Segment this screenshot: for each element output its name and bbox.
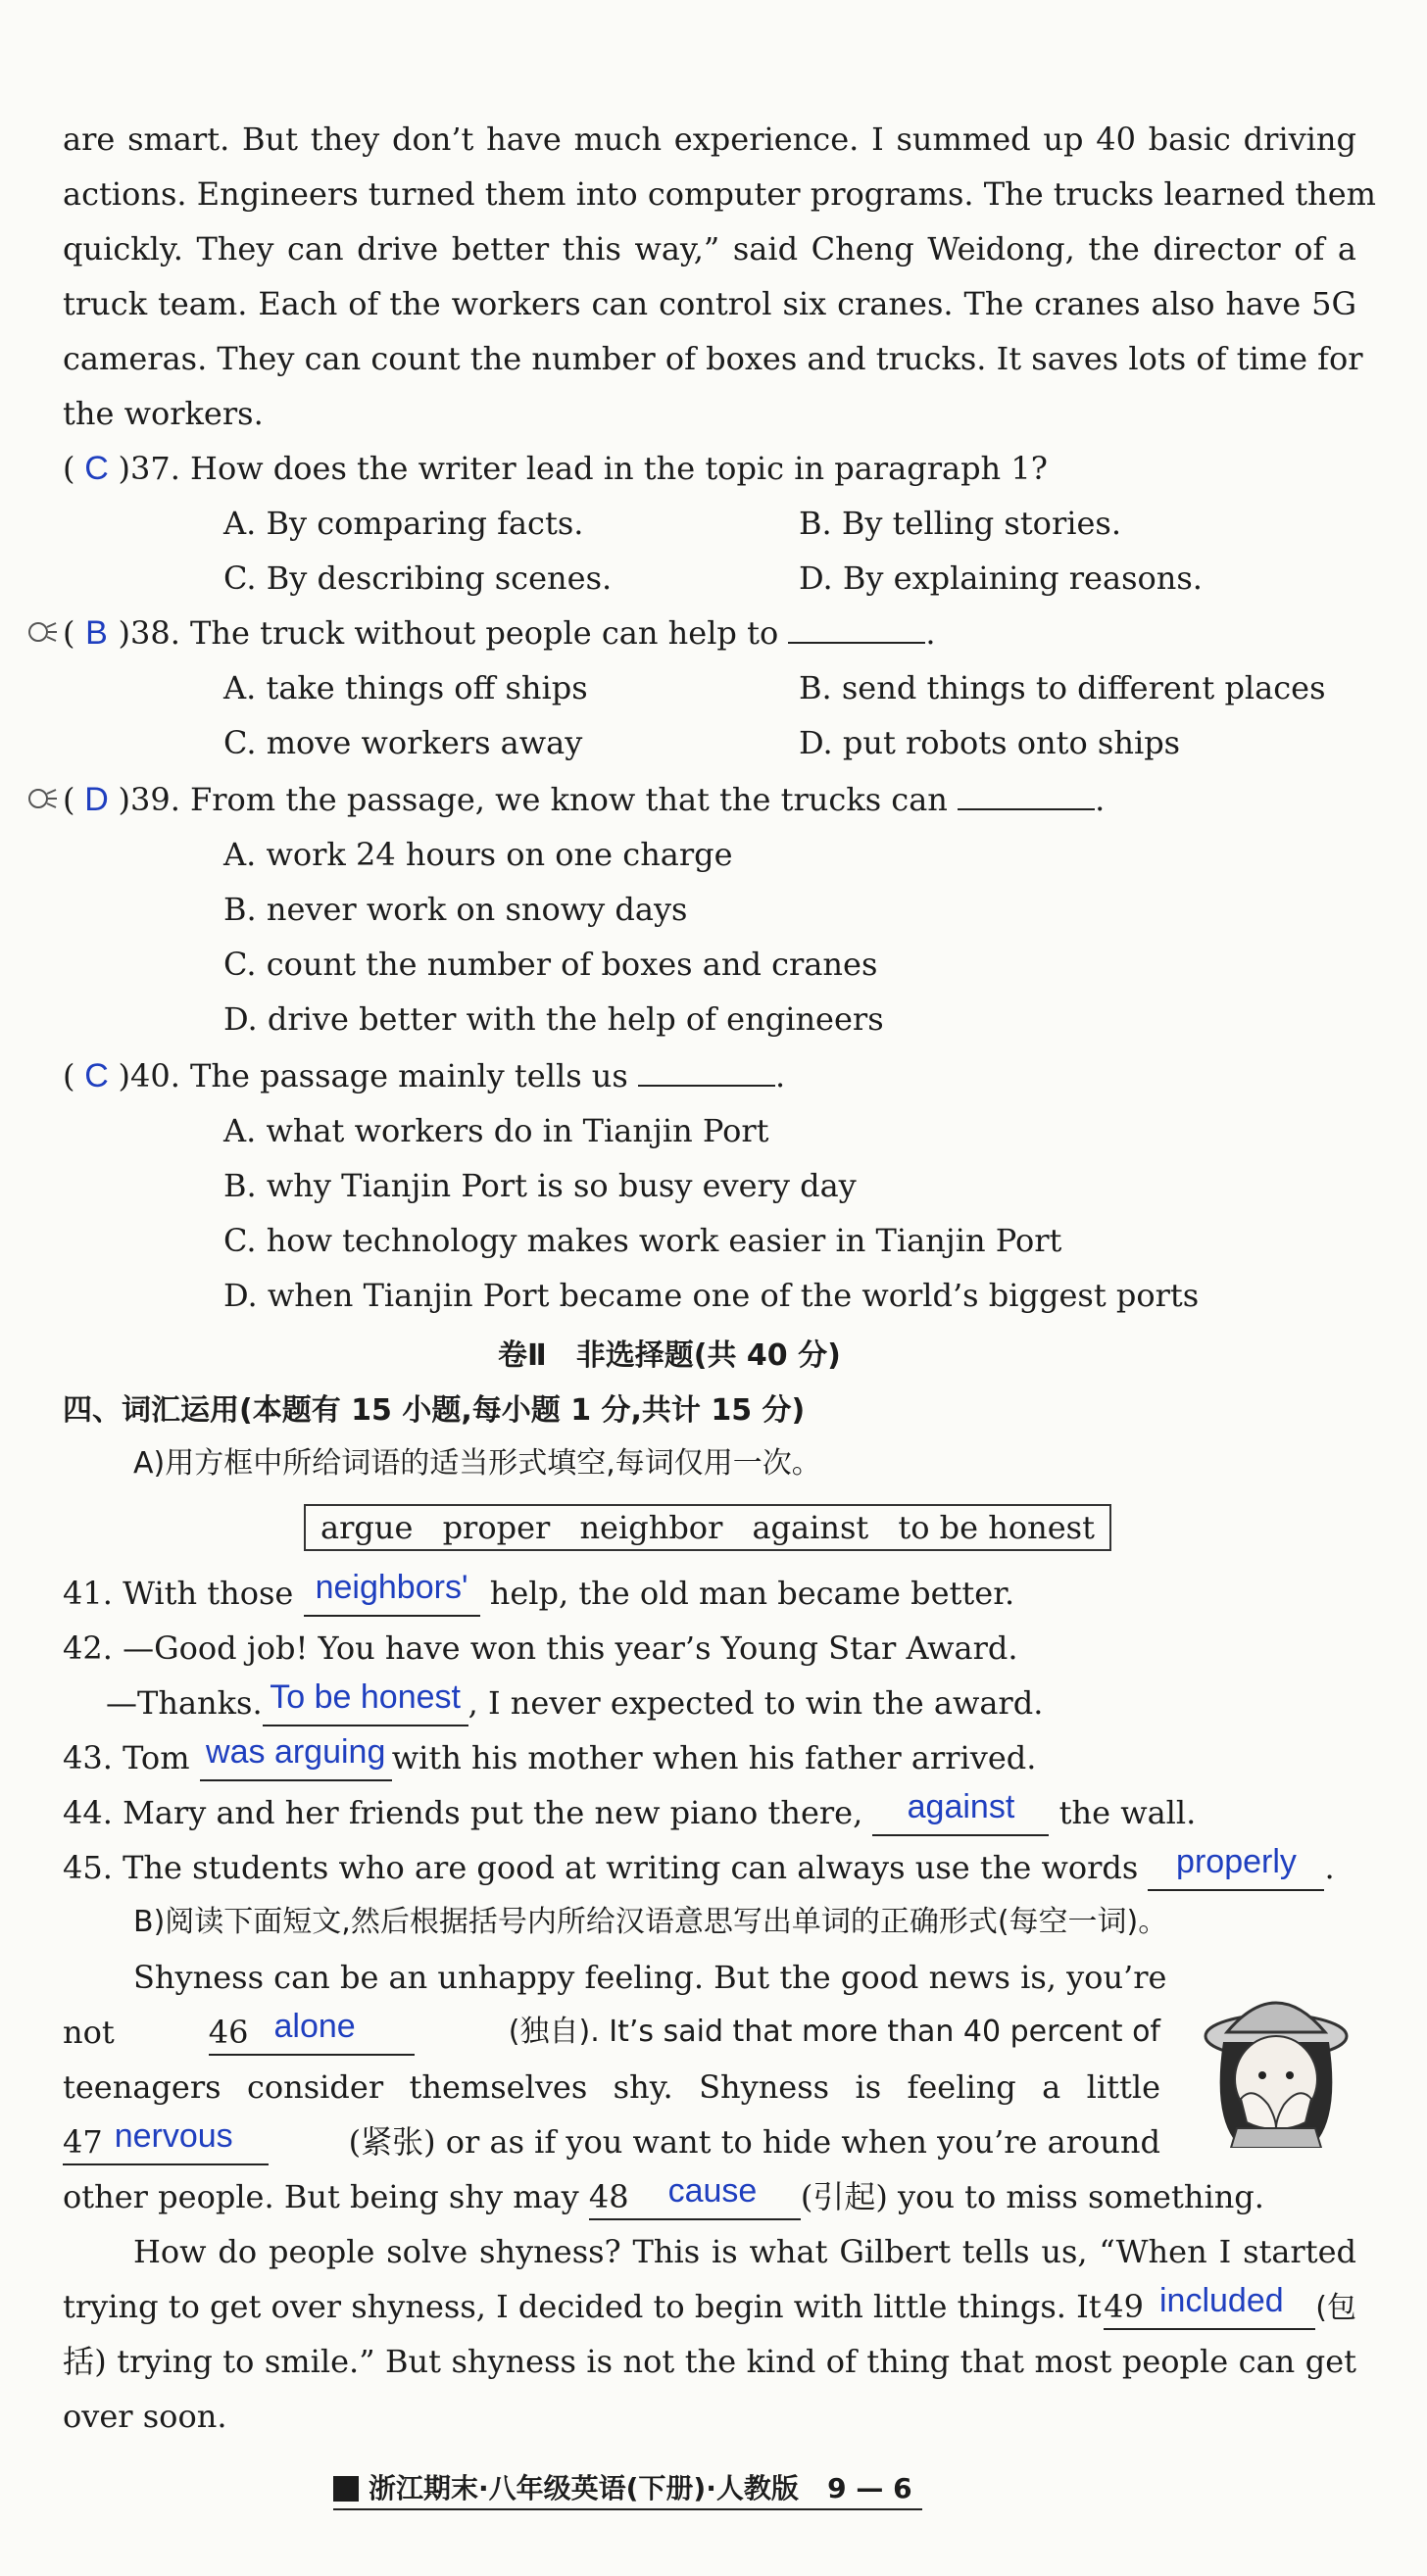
option-b: B. By telling stories. — [799, 505, 1121, 542]
fill-item-43 — [63, 1733, 1037, 1781]
answer-40: C — [84, 1057, 109, 1094]
paren-open: ( — [63, 781, 75, 818]
part-b-line — [63, 2172, 1264, 2220]
blank-number: 49 — [1104, 2288, 1144, 2325]
option-b: B. why Tianjin Port is so busy every day — [223, 1167, 857, 1204]
option-a: A. By comparing facts. — [223, 505, 584, 542]
item-text: (包 — [1315, 2291, 1356, 2325]
item-text: (独自). It’s said that more than 40 percent of — [508, 2015, 1160, 2049]
handwritten-answer: included — [1159, 2282, 1284, 2319]
passage-line: quickly. They can drive better this way,” said Cheng Weidong, the director of a — [63, 230, 1356, 267]
item-text: 41. With those — [63, 1575, 294, 1612]
word-box-item: neighbor — [579, 1509, 723, 1546]
answer-blank — [638, 1055, 775, 1087]
paren-open: ( — [63, 1057, 75, 1094]
handwritten-answer: cause — [667, 2172, 758, 2210]
answer-blank — [63, 2117, 269, 2165]
handwritten-answer: alone — [273, 2008, 356, 2045]
part-b-instruction: B)阅读下面短文,然后根据括号内所给汉语意思写出单词的正确形式(每空一词)。 — [133, 1905, 1168, 1939]
question-stem: How does the writer lead in the topic in paragraph 1? — [190, 450, 1048, 487]
answer-blank — [263, 1678, 468, 1726]
item-text: 43. Tom — [63, 1739, 190, 1776]
passage-line: actions. Engineers turned them into computer programs. The trucks learned them — [63, 175, 1376, 213]
footer-text: 浙江期末·八年级英语(下册)·人教版 — [369, 2472, 799, 2504]
item-text: —Thanks. — [106, 1684, 263, 1722]
option-d: D. drive better with the help of engineers — [223, 1000, 884, 1038]
word-box-item: argue — [320, 1509, 414, 1546]
item-text: other people. But being shy may — [63, 2178, 579, 2215]
page-footer — [333, 2469, 922, 2510]
passage-line: are smart. But they don’t have much experience. I summed up 40 basic driving — [63, 121, 1356, 158]
part2-title: 卷Ⅱ 非选择题(共 40 分) — [498, 1338, 841, 1373]
answer-38: B — [85, 614, 108, 652]
part-b-line: How do people solve shyness? This is what Gilbert tells us, “When I started — [133, 2233, 1356, 2270]
answer-blank — [208, 2008, 415, 2056]
item-text: trying to get over shyness, I decided to begin with little things. It — [63, 2288, 1102, 2325]
question-number: )39. — [118, 781, 180, 818]
part-b-line: 括) trying to smile.” But shyness is not the kind of thing that most people can get — [63, 2343, 1357, 2380]
item-text: not — [63, 2014, 115, 2051]
part-b-line: teenagers consider themselves shy. Shyness is feeling a little — [63, 2068, 1160, 2106]
option-c: C. count the number of boxes and cranes — [223, 946, 878, 983]
handwritten-answer: To be honest — [270, 1678, 461, 1716]
item-text: help, the old man became better. — [489, 1575, 1015, 1612]
answer-blank — [304, 1569, 480, 1617]
answer-blank — [1104, 2282, 1315, 2330]
answer-blank — [788, 612, 925, 644]
question-stem: From the passage, we know that the trucks can — [190, 781, 948, 818]
question-stem: The passage mainly tells us — [190, 1057, 628, 1094]
answer-37: C — [84, 450, 109, 487]
question-39 — [63, 778, 1105, 821]
fill-item-42-reply — [106, 1678, 1044, 1726]
handwritten-answer: neighbors' — [315, 1569, 468, 1606]
blank-number: 47 — [63, 2123, 103, 2161]
option-a: A. work 24 hours on one charge — [223, 836, 733, 873]
word-box-item: to be honest — [898, 1509, 1095, 1546]
option-d: D. put robots onto ships — [799, 724, 1181, 761]
stem-end: . — [774, 1057, 786, 1094]
passage-line: the workers. — [63, 395, 264, 432]
part-b-line — [63, 2008, 1160, 2056]
option-d: D. By explaining reasons. — [799, 559, 1203, 597]
answer-blank — [1148, 1843, 1324, 1891]
word-box-item: against — [752, 1509, 869, 1546]
part-b-line — [63, 2117, 1160, 2165]
item-text: with his mother when his father arrived. — [391, 1739, 1037, 1776]
stem-end: . — [1095, 781, 1106, 818]
fill-item-42: 42. —Good job! You have won this year’s Young Star Award. — [63, 1629, 1018, 1667]
page-number: 9 — 6 — [827, 2472, 912, 2504]
question-38 — [63, 611, 936, 655]
part-b-line: Shyness can be an unhappy feeling. But the good news is, you’re — [133, 1959, 1167, 1996]
question-40 — [63, 1054, 785, 1097]
stem-end: . — [925, 614, 936, 652]
part-b-line — [63, 2282, 1356, 2330]
option-a: A. take things off ships — [223, 669, 588, 706]
blank-number: 48 — [588, 2178, 629, 2215]
question-37 — [63, 447, 1048, 490]
option-b: B. send things to different places — [799, 669, 1326, 706]
paren-open: ( — [63, 450, 75, 487]
item-text: , I never expected to win the award. — [467, 1684, 1044, 1722]
review-mark-icon — [25, 615, 59, 649]
review-mark-icon — [25, 782, 59, 815]
word-box — [304, 1504, 1111, 1551]
blank-number: 46 — [208, 2014, 249, 2051]
question-stem: The truck without people can help to — [190, 614, 779, 652]
handwritten-answer: was arguing — [206, 1733, 386, 1771]
item-text: (引起) you to miss something. — [800, 2178, 1264, 2215]
option-d: D. when Tianjin Port became one of the world’s biggest ports — [223, 1277, 1200, 1314]
answer-blank — [958, 779, 1095, 810]
passage-line: truck team. Each of the workers can control six cranes. The cranes also have 5G — [63, 285, 1356, 322]
footer-square-icon — [333, 2476, 359, 2502]
section4-title: 四、词汇运用(本题有 15 小题,每小题 1 分,共计 15 分) — [63, 1393, 806, 1428]
option-c: C. move workers away — [223, 724, 583, 761]
part-b-line: over soon. — [63, 2398, 227, 2435]
option-c: C. how technology makes work easier in Tianjin Port — [223, 1222, 1062, 1259]
answer-blank — [200, 1733, 392, 1781]
question-number: )37. — [118, 450, 180, 487]
option-b: B. never work on snowy days — [223, 891, 688, 928]
item-text: the wall. — [1058, 1794, 1197, 1831]
question-number: )40. — [118, 1057, 180, 1094]
word-box-item: proper — [442, 1509, 551, 1546]
question-number: )38. — [118, 614, 180, 652]
option-c: C. By describing scenes. — [223, 559, 613, 597]
part-a-instruction: A)用方框中所给词语的适当形式填空,每词仅用一次。 — [133, 1446, 821, 1481]
handwritten-answer: nervous — [114, 2117, 233, 2155]
fill-item-45 — [63, 1843, 1335, 1891]
fill-item-44 — [63, 1788, 1197, 1836]
option-a: A. what workers do in Tianjin Port — [223, 1112, 769, 1149]
shy-girl-illustration — [1194, 1981, 1358, 2148]
answer-blank — [872, 1788, 1049, 1836]
handwritten-answer: against — [907, 1788, 1015, 1825]
handwritten-answer: properly — [1176, 1843, 1297, 1880]
passage-line: cameras. They can count the number of boxes and trucks. It saves lots of time for — [63, 340, 1363, 377]
item-text: (紧张) or as if you want to hide when you’re around — [348, 2123, 1160, 2161]
answer-blank — [588, 2172, 801, 2220]
paren-open: ( — [63, 614, 75, 652]
item-text: . — [1324, 1849, 1335, 1886]
fill-item-41 — [63, 1569, 1015, 1617]
item-text: 44. Mary and her friends put the new piano there, — [63, 1794, 863, 1831]
answer-39: D — [84, 781, 109, 818]
item-text: 45. The students who are good at writing can always use the words — [63, 1849, 1139, 1886]
